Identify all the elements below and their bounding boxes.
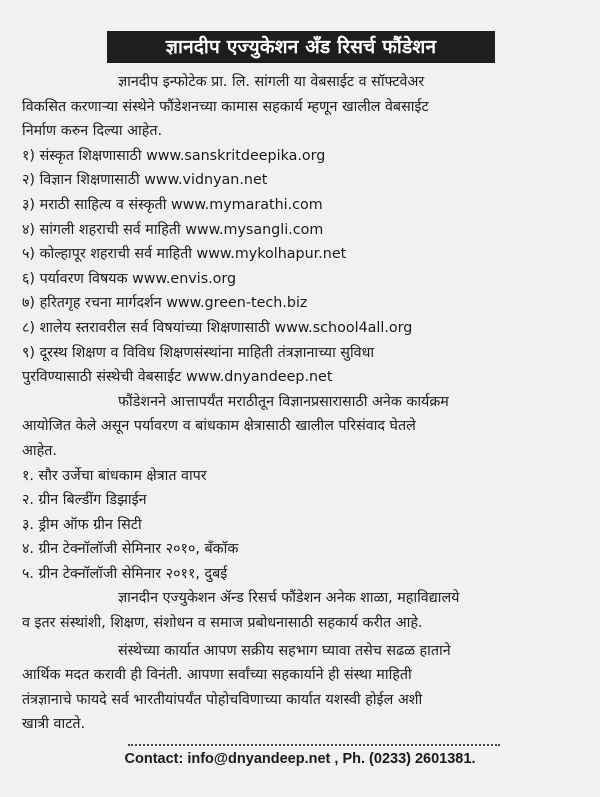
intro-paragraph bbox=[22, 70, 582, 144]
website-item: ५) कोल्हापूर शहराची सर्व माहिती www.mykolhapur.net bbox=[22, 246, 347, 263]
website-item: ६) पर्यावरण विषयक www.envis.org bbox=[22, 270, 237, 287]
intro-line: ज्ञानदीप इन्फोटेक प्रा. लि. सांगली या वेबसाईट व सॉफ्टवेअर bbox=[118, 74, 425, 90]
appeal-paragraph bbox=[22, 639, 582, 737]
website-item: ४) सांगली शहराची सर्व माहिती www.mysangli.com bbox=[22, 221, 324, 238]
programs-line: आयोजित केले असून पर्यावरण व बांधकाम क्षेत्रासाठी खालील परिसंवाद घेतले bbox=[22, 418, 416, 435]
programs-paragraph bbox=[22, 390, 582, 464]
website-text: मराठी साहित्य व संस्कृती www.mymarathi.com bbox=[39, 196, 323, 213]
seminar-item: २. ग्रीन बिल्डींग डिझाईन bbox=[22, 492, 147, 509]
website-text: विज्ञान शिक्षणासाठी www.vidnyan.net bbox=[39, 172, 268, 189]
appeal-line: संस्थेच्या कार्यात आपण सक्रीय सहभाग घ्यावा तसेच सढळ हाताने bbox=[118, 642, 451, 659]
dotted-divider bbox=[128, 744, 500, 746]
body-text bbox=[22, 70, 582, 737]
contact-line: Contact: info@dnyandeep.net , Ph. (0233) 2601381. bbox=[124, 751, 476, 767]
intro-line: निर्माण करुन दिल्या आहेत. bbox=[22, 123, 163, 140]
appeal-line: तंत्रज्ञानाचे फायदे सर्व भारतीयांपर्यंत पोहोचविणाच्या कार्यात यशस्वी होईल अशी bbox=[22, 691, 423, 708]
appeal-line: खात्री वाटते. bbox=[22, 716, 86, 733]
programs-line: आहेत. bbox=[22, 442, 57, 459]
website-text: सांगली शहराची सर्व माहिती www.mysangli.com bbox=[39, 221, 324, 238]
website-text: संस्कृत शिक्षणासाठी www.sanskritdeepika.org bbox=[39, 147, 326, 164]
collaboration-line: व इतर संस्थांशी, शिक्षण, संशोधन व समाज प्रबोधनासाठी सहकार्य करीत आहे. bbox=[22, 615, 423, 632]
seminar-item: ३. ड्रीम ऑफ ग्रीन सिटी bbox=[22, 516, 142, 533]
website-item: ३) मराठी साहित्य व संस्कृती www.mymarathi.com bbox=[22, 196, 323, 213]
appeal-line: आर्थिक मदत करावी ही विनंती. आपणा सर्वांच्या सहकार्याने ही संस्था माहिती bbox=[22, 667, 412, 684]
seminar-list bbox=[22, 464, 582, 587]
website-text: कोल्हापूर शहराची सर्व माहिती www.mykolhapur.net bbox=[39, 246, 347, 263]
website-item-continued: पुरविण्यासाठी संस्थेची वेबसाईट www.dnyandeep.net bbox=[22, 369, 333, 386]
programs-line: फौंडेशनने आत्तापर्यंत मराठीतून विज्ञानप्रसारासाठी अनेक कार्यक्रम bbox=[118, 393, 449, 410]
website-item: १) संस्कृत शिक्षणासाठी www.sanskritdeepika.org bbox=[22, 147, 326, 164]
website-item: ८) शालेय स्तरावरील सर्व विषयांच्या शिक्षणासाठी www.school4all.org bbox=[22, 319, 413, 336]
seminar-item: ५. ग्रीन टेक्नॉलॉजी सेमिनार २०११, दुबई bbox=[22, 565, 228, 582]
website-item: २) विज्ञान शिक्षणासाठी www.vidnyan.net bbox=[22, 172, 268, 189]
collaboration-line: ज्ञानदीन एज्युकेशन ॲन्ड रिसर्च फौंडेशन अनेक शाळा, महाविद्यालये bbox=[118, 590, 460, 607]
collaboration-paragraph bbox=[22, 586, 582, 635]
website-list bbox=[22, 144, 582, 390]
website-text: दूरस्थ शिक्षण व विविध शिक्षणसंस्थांना माहिती तंत्रज्ञानाच्या सुविधा bbox=[39, 344, 375, 361]
website-text: हरितगृह रचना मार्गदर्शन www.green-tech.biz bbox=[39, 295, 308, 312]
website-item: ९) दूरस्थ शिक्षण व विविध शिक्षणसंस्थांना माहिती तंत्रज्ञानाच्या सुविधा bbox=[22, 344, 375, 361]
seminar-item: १. सौर उर्जेचा बांधकाम क्षेत्रात वापर bbox=[22, 467, 207, 484]
website-text: पर्यावरण विषयक www.envis.org bbox=[39, 270, 237, 287]
website-item: ७) हरितगृह रचना मार्गदर्शन www.green-tech.biz bbox=[22, 295, 308, 312]
title-banner: ज्ञानदीप एज्युकेशन अँड रिसर्च फौंडेशन bbox=[107, 31, 495, 63]
seminar-item: ४. ग्रीन टेक्नॉलॉजी सेमिनार २०१०, बँकॉक bbox=[22, 541, 239, 558]
website-text: शालेय स्तरावरील सर्व विषयांच्या शिक्षणासाठी www.school4all.org bbox=[39, 319, 413, 336]
intro-line: विकसित करणाऱ्या संस्थेने फौंडेशनच्या कामास सहकार्य म्हणून खालील वेबसाईट bbox=[22, 98, 429, 115]
